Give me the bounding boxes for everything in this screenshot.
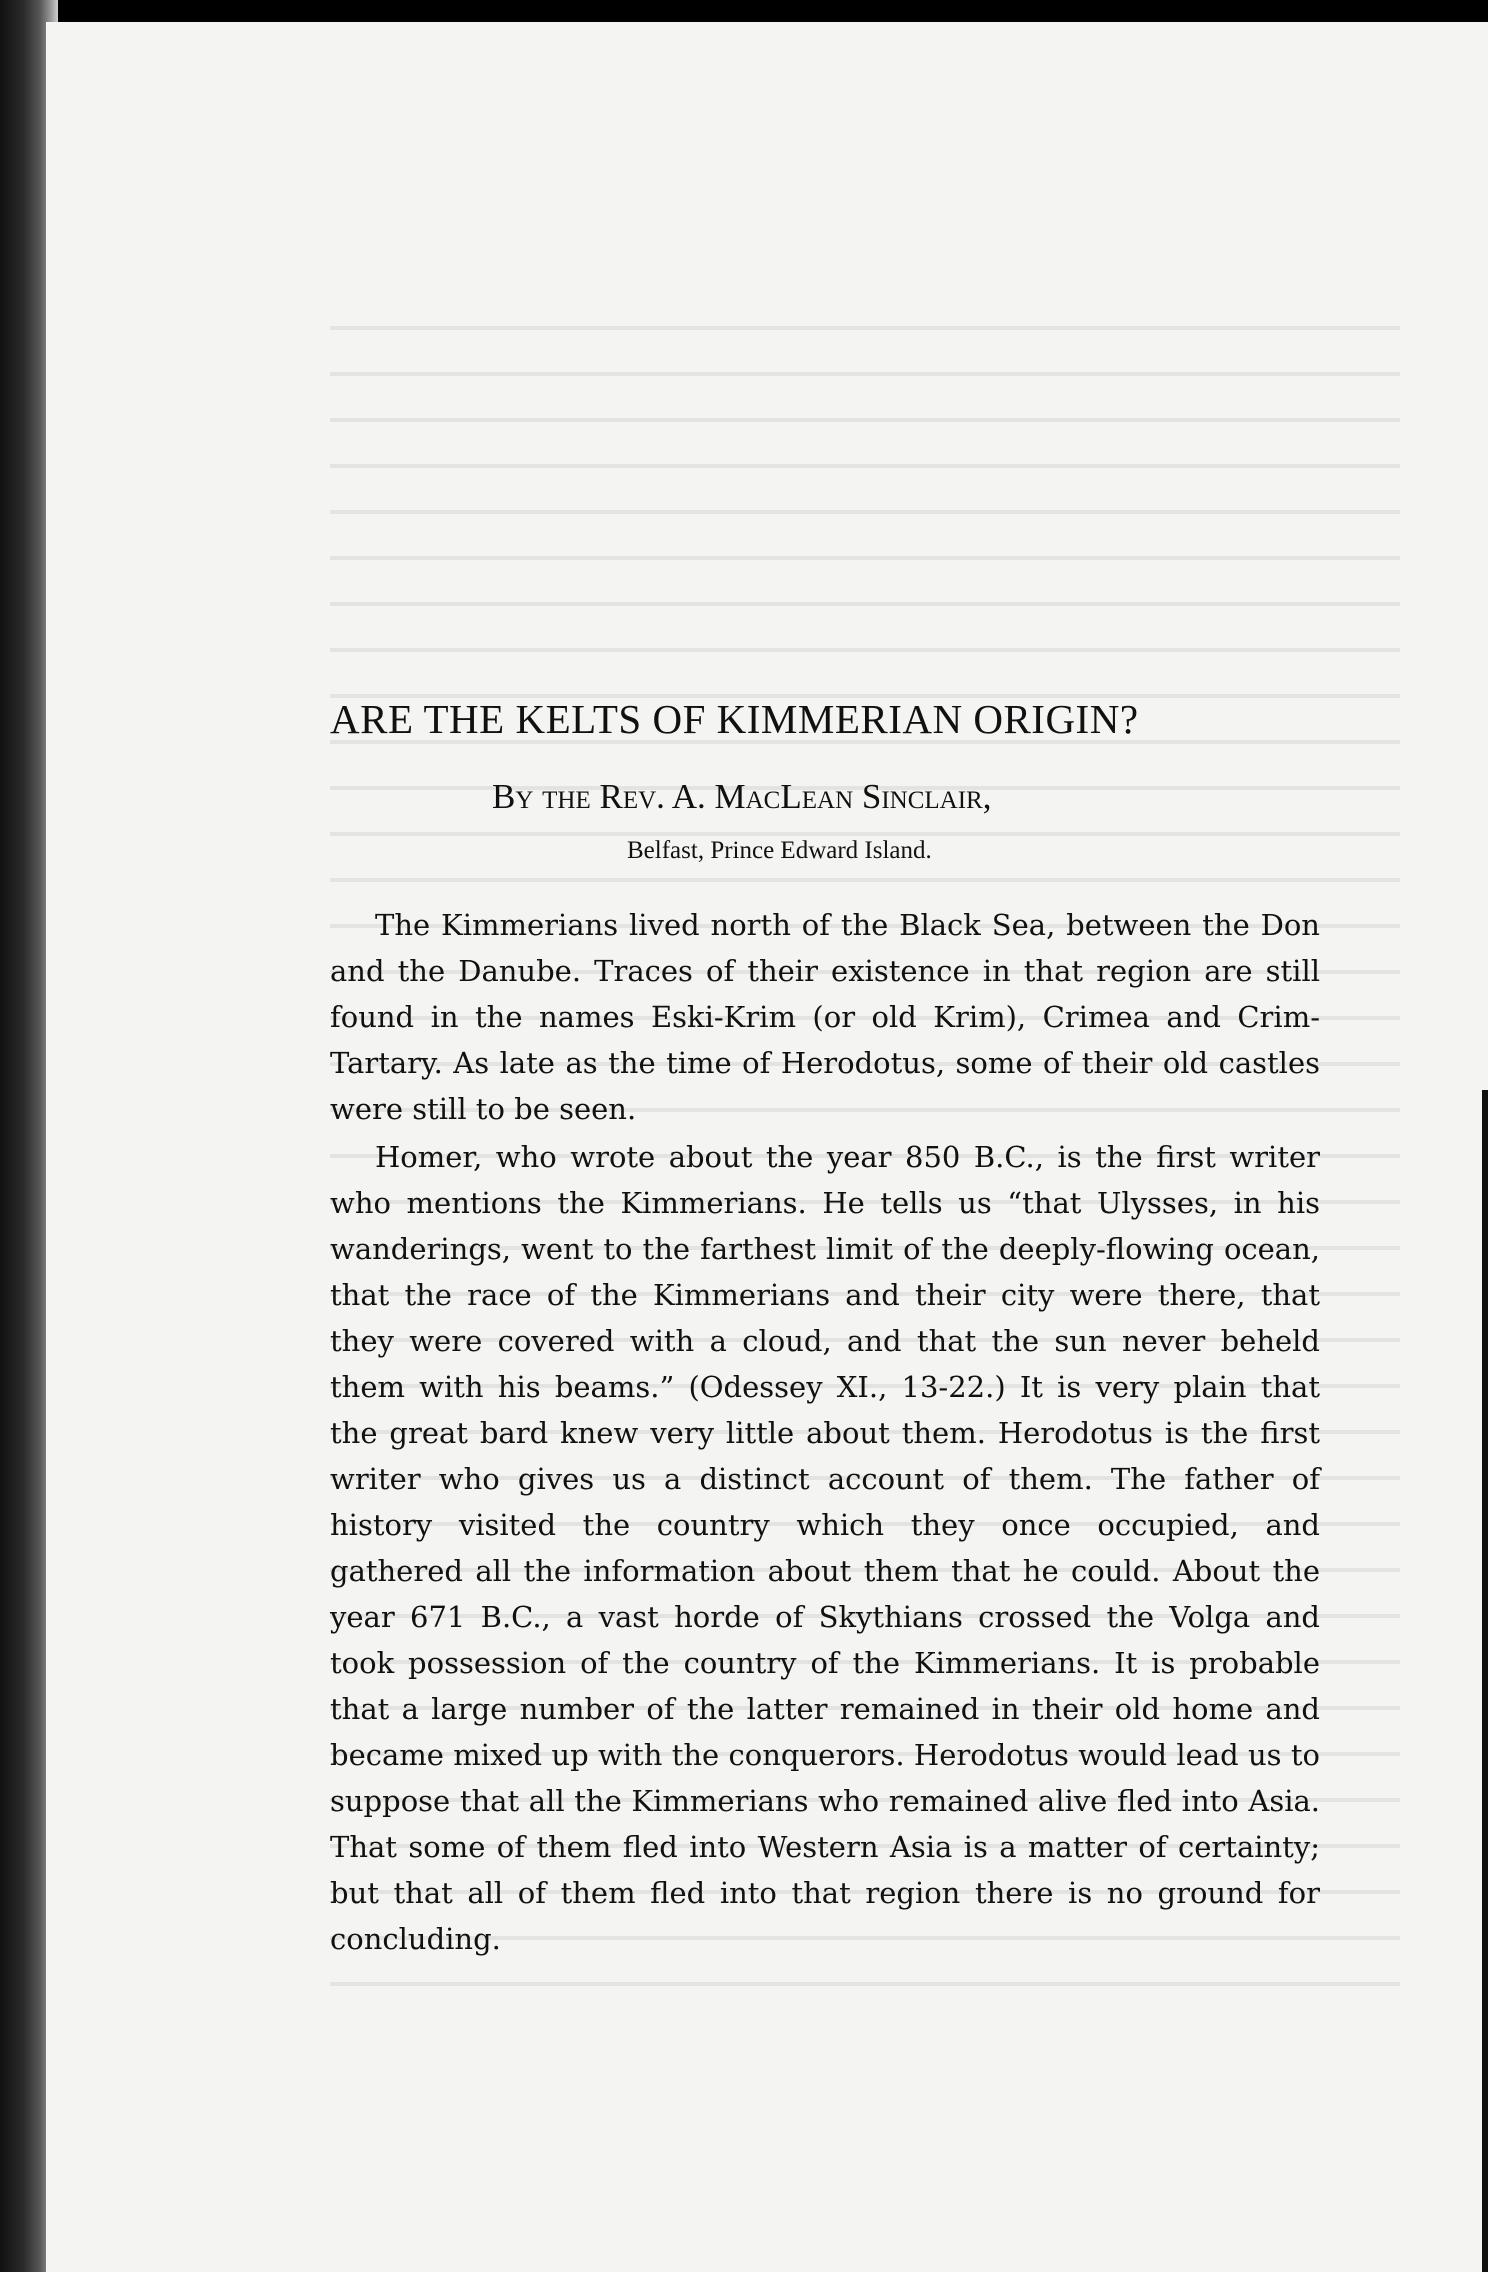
article-title: ARE THE KELTS OF KIMMERIAN ORIGIN? — [330, 696, 1139, 742]
author-location: Belfast, Prince Edward Island. — [627, 837, 932, 864]
paragraph: The Kimmerians lived north of the Black Sea, between the Don and the Danube. Traces of their existence in that region are still found in the names Eski-Krim (or old Krim), Crimea and Crim-Tartary. As late as the time of Herodotus, some of their old castles were still to be seen. — [330, 908, 1320, 1126]
paragraph: Homer, who wrote about the year 850 B.C., is the first writer who mentions the Kimmerians. He tells us “that Ulysses, in his wanderings, went to the farthest limit of the deeply-flowing ocean, that the race of the Kimmerians and their city were there, that they were covered with a cloud, and that the sun never beheld them with his beams.” (Odessey XI., 13-22.) It is very plain that the great bard knew very little about them. Herodotus is the first writer who gives us a distinct account of them. The father of history visited the country which they once occupied, and gathered all the information about them that he could. About the year 671 B.C., a vast horde of Skythians crossed the Volga and took possession of the country of the Kimmerians. It is probable that a large number of the latter remained in their old home and became mixed up with the conquerors. Herodotus would lead us to suppose that all the Kimmerians who remained alive fled into Asia. That some of them fled into Western Asia is a matter of certainty; but that all of them fled into that region there is no ground for concluding. — [330, 1140, 1320, 1956]
article-body — [330, 902, 1320, 1962]
article-byline: By the Rev. A. MacLean Sinclair, — [492, 777, 992, 816]
page-right-edge — [1482, 1090, 1488, 2272]
